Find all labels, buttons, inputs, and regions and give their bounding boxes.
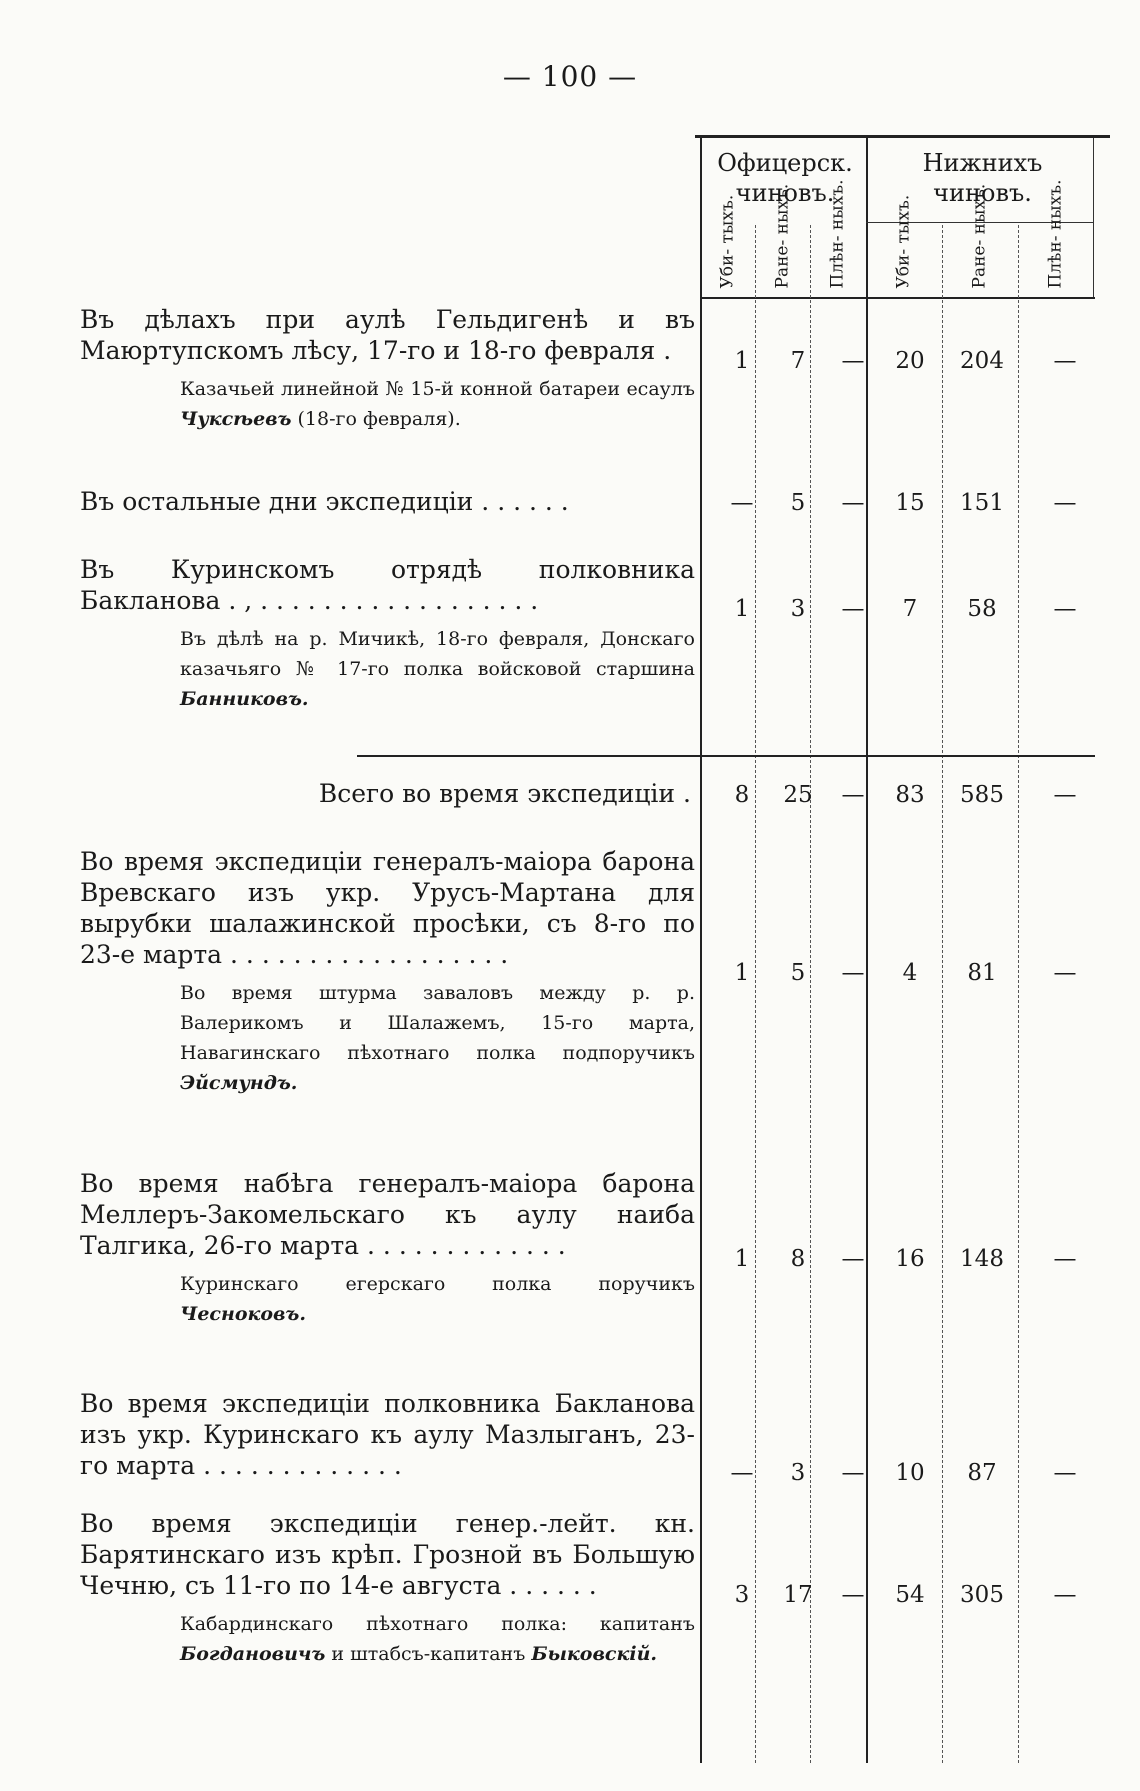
subheader-officers-captured: Плѣн- ныхъ. xyxy=(827,179,848,289)
row-note: Казачьей линейной № 15-й конной батареи есаулъ Чуксѣевъ (18-го февраля). xyxy=(180,378,695,430)
value-officers-wounded: 17 xyxy=(783,1582,813,1608)
value-lower-captured: — xyxy=(1053,1460,1077,1486)
value-officers-captured: — xyxy=(841,960,865,986)
value-officers-captured: — xyxy=(841,348,865,374)
header-officers: Офицерск. чиновъ. xyxy=(717,149,853,207)
value-lower-killed: 16 xyxy=(895,1246,925,1272)
group-divider xyxy=(866,138,868,1763)
value-lower-killed: 15 xyxy=(895,490,925,516)
value-officers-killed: 1 xyxy=(734,960,750,986)
row-description: Въ остальные дни экспедиціи . . . . . . xyxy=(80,487,569,516)
value-officers-captured: — xyxy=(841,596,865,622)
col-divider-5 xyxy=(1018,225,1019,1763)
total-lower-captured: — xyxy=(1053,782,1077,808)
table-top-rule xyxy=(695,135,1110,138)
value-officers-wounded: 3 xyxy=(790,1460,806,1486)
value-officers-killed: 1 xyxy=(734,596,750,622)
value-lower-wounded: 87 xyxy=(967,1460,997,1486)
header-lower-ranks: Нижнихъ чиновъ. xyxy=(922,149,1043,207)
header-bottom-rule xyxy=(700,297,1095,299)
row-description: Въ дѣлахъ при аулѣ Гельдигенѣ и въ Маюртупскомъ лѣсу, 17-го и 18-го февраля . xyxy=(80,305,695,365)
total-label: Всего во время экспедиціи . xyxy=(318,779,691,808)
table-row xyxy=(80,1388,695,1481)
value-lower-killed: 4 xyxy=(902,960,918,986)
value-lower-killed: 7 xyxy=(902,596,918,622)
value-officers-captured: — xyxy=(841,1460,865,1486)
value-lower-captured: — xyxy=(1053,960,1077,986)
col-divider-2 xyxy=(810,225,811,1763)
subheader-officers-wounded: Ране- ныхъ. xyxy=(772,183,793,289)
total-rule xyxy=(357,755,1095,757)
value-officers-killed: 1 xyxy=(734,348,750,374)
table-row xyxy=(80,486,695,517)
value-officers-captured: — xyxy=(841,1582,865,1608)
value-officers-killed: 1 xyxy=(734,1246,750,1272)
table-row xyxy=(80,304,695,434)
col-divider-1 xyxy=(755,225,756,1763)
row-description: Во время экспедиціи генер.-лейт. кн. Барятинскаго изъ крѣп. Грозной въ Большую Чечню, съ 11-го по 14-е августа . . . . . . xyxy=(80,1509,695,1600)
total-row xyxy=(80,778,695,809)
table-row xyxy=(80,846,695,1098)
subheader-lower-wounded: Ране- ныхъ. xyxy=(969,183,990,289)
total-lower-wounded: 585 xyxy=(960,782,1004,808)
value-lower-wounded: 81 xyxy=(967,960,997,986)
row-description: Въ Куринскомъ отрядѣ полковника Бакланова . , . . . . . . . . . . . . . . . . . . xyxy=(80,555,695,615)
value-lower-captured: — xyxy=(1053,490,1077,516)
row-note: Кабардинскаго пѣхотнаго полка: капитанъ Богдановичъ и штабсъ-капитанъ Быковскій. xyxy=(180,1613,695,1665)
row-description: Во время экспедиціи полковника Бакланова изъ укр. Куринскаго къ аулу Мазлыганъ, 23-го марта . . . . . . . . . . . . . xyxy=(80,1389,695,1480)
value-officers-wounded: 5 xyxy=(790,490,806,516)
value-lower-wounded: 305 xyxy=(960,1582,1004,1608)
table-row xyxy=(80,1168,695,1329)
total-officers-killed: 8 xyxy=(734,782,750,808)
total-officers-wounded: 25 xyxy=(783,782,813,808)
value-lower-killed: 54 xyxy=(895,1582,925,1608)
subheader-lower-killed: Уби- тыхъ. xyxy=(893,194,914,289)
value-lower-wounded: 148 xyxy=(960,1246,1004,1272)
total-officers-captured: — xyxy=(841,782,865,808)
value-officers-killed: 3 xyxy=(734,1582,750,1608)
row-note: Въ дѣлѣ на р. Мичикѣ, 18-го февраля, Донскаго казачьяго № 17-го полка войсковой старшина Банниковъ. xyxy=(180,628,695,710)
col-divider-4 xyxy=(942,225,943,1763)
value-lower-killed: 10 xyxy=(895,1460,925,1486)
table-right-border xyxy=(1093,138,1094,298)
value-lower-captured: — xyxy=(1053,1582,1077,1608)
value-officers-wounded: 8 xyxy=(790,1246,806,1272)
subheader-officers-killed: Уби- тыхъ. xyxy=(717,194,738,289)
value-lower-captured: — xyxy=(1053,1246,1077,1272)
row-note: Куринскаго егерскаго полка поручикъ Чесноковъ. xyxy=(180,1273,695,1325)
value-officers-captured: — xyxy=(841,1246,865,1272)
value-lower-wounded: 151 xyxy=(960,490,1004,516)
row-description: Во время экспедиціи генералъ-маіора барона Вревскаго изъ укр. Урусъ-Мартана для вырубки шалажинской просѣки, съ 8-го по 23-е марта . . . . . . . . . . . . . . . . . . xyxy=(80,847,695,969)
value-officers-captured: — xyxy=(841,490,865,516)
page-number: — 100 — xyxy=(502,60,638,93)
value-officers-wounded: 7 xyxy=(790,348,806,374)
total-lower-killed: 83 xyxy=(895,782,925,808)
table-left-border xyxy=(700,138,702,1763)
row-note: Во время штурма заваловъ между р. р. Валерикомъ и Шалажемъ, 15-го марта, Навагинскаго пѣхотнаго полка подпоручикъ Эйсмундъ. xyxy=(180,982,695,1094)
value-lower-killed: 20 xyxy=(895,348,925,374)
row-description: Во время набѣга генералъ-маіора барона Меллеръ-Закомельскаго къ аулу наиба Талгика, 26-го марта . . . . . . . . . . . . . xyxy=(80,1169,695,1260)
value-lower-wounded: 204 xyxy=(960,348,1004,374)
value-lower-captured: — xyxy=(1053,348,1077,374)
table-row xyxy=(80,554,695,714)
value-officers-wounded: 5 xyxy=(790,960,806,986)
value-officers-killed: — xyxy=(730,490,754,516)
value-officers-killed: — xyxy=(730,1460,754,1486)
value-lower-wounded: 58 xyxy=(967,596,997,622)
subheader-lower-captured: Плѣн- ныхъ. xyxy=(1045,179,1066,289)
value-lower-captured: — xyxy=(1053,596,1077,622)
table-row xyxy=(80,1508,695,1669)
value-officers-wounded: 3 xyxy=(790,596,806,622)
